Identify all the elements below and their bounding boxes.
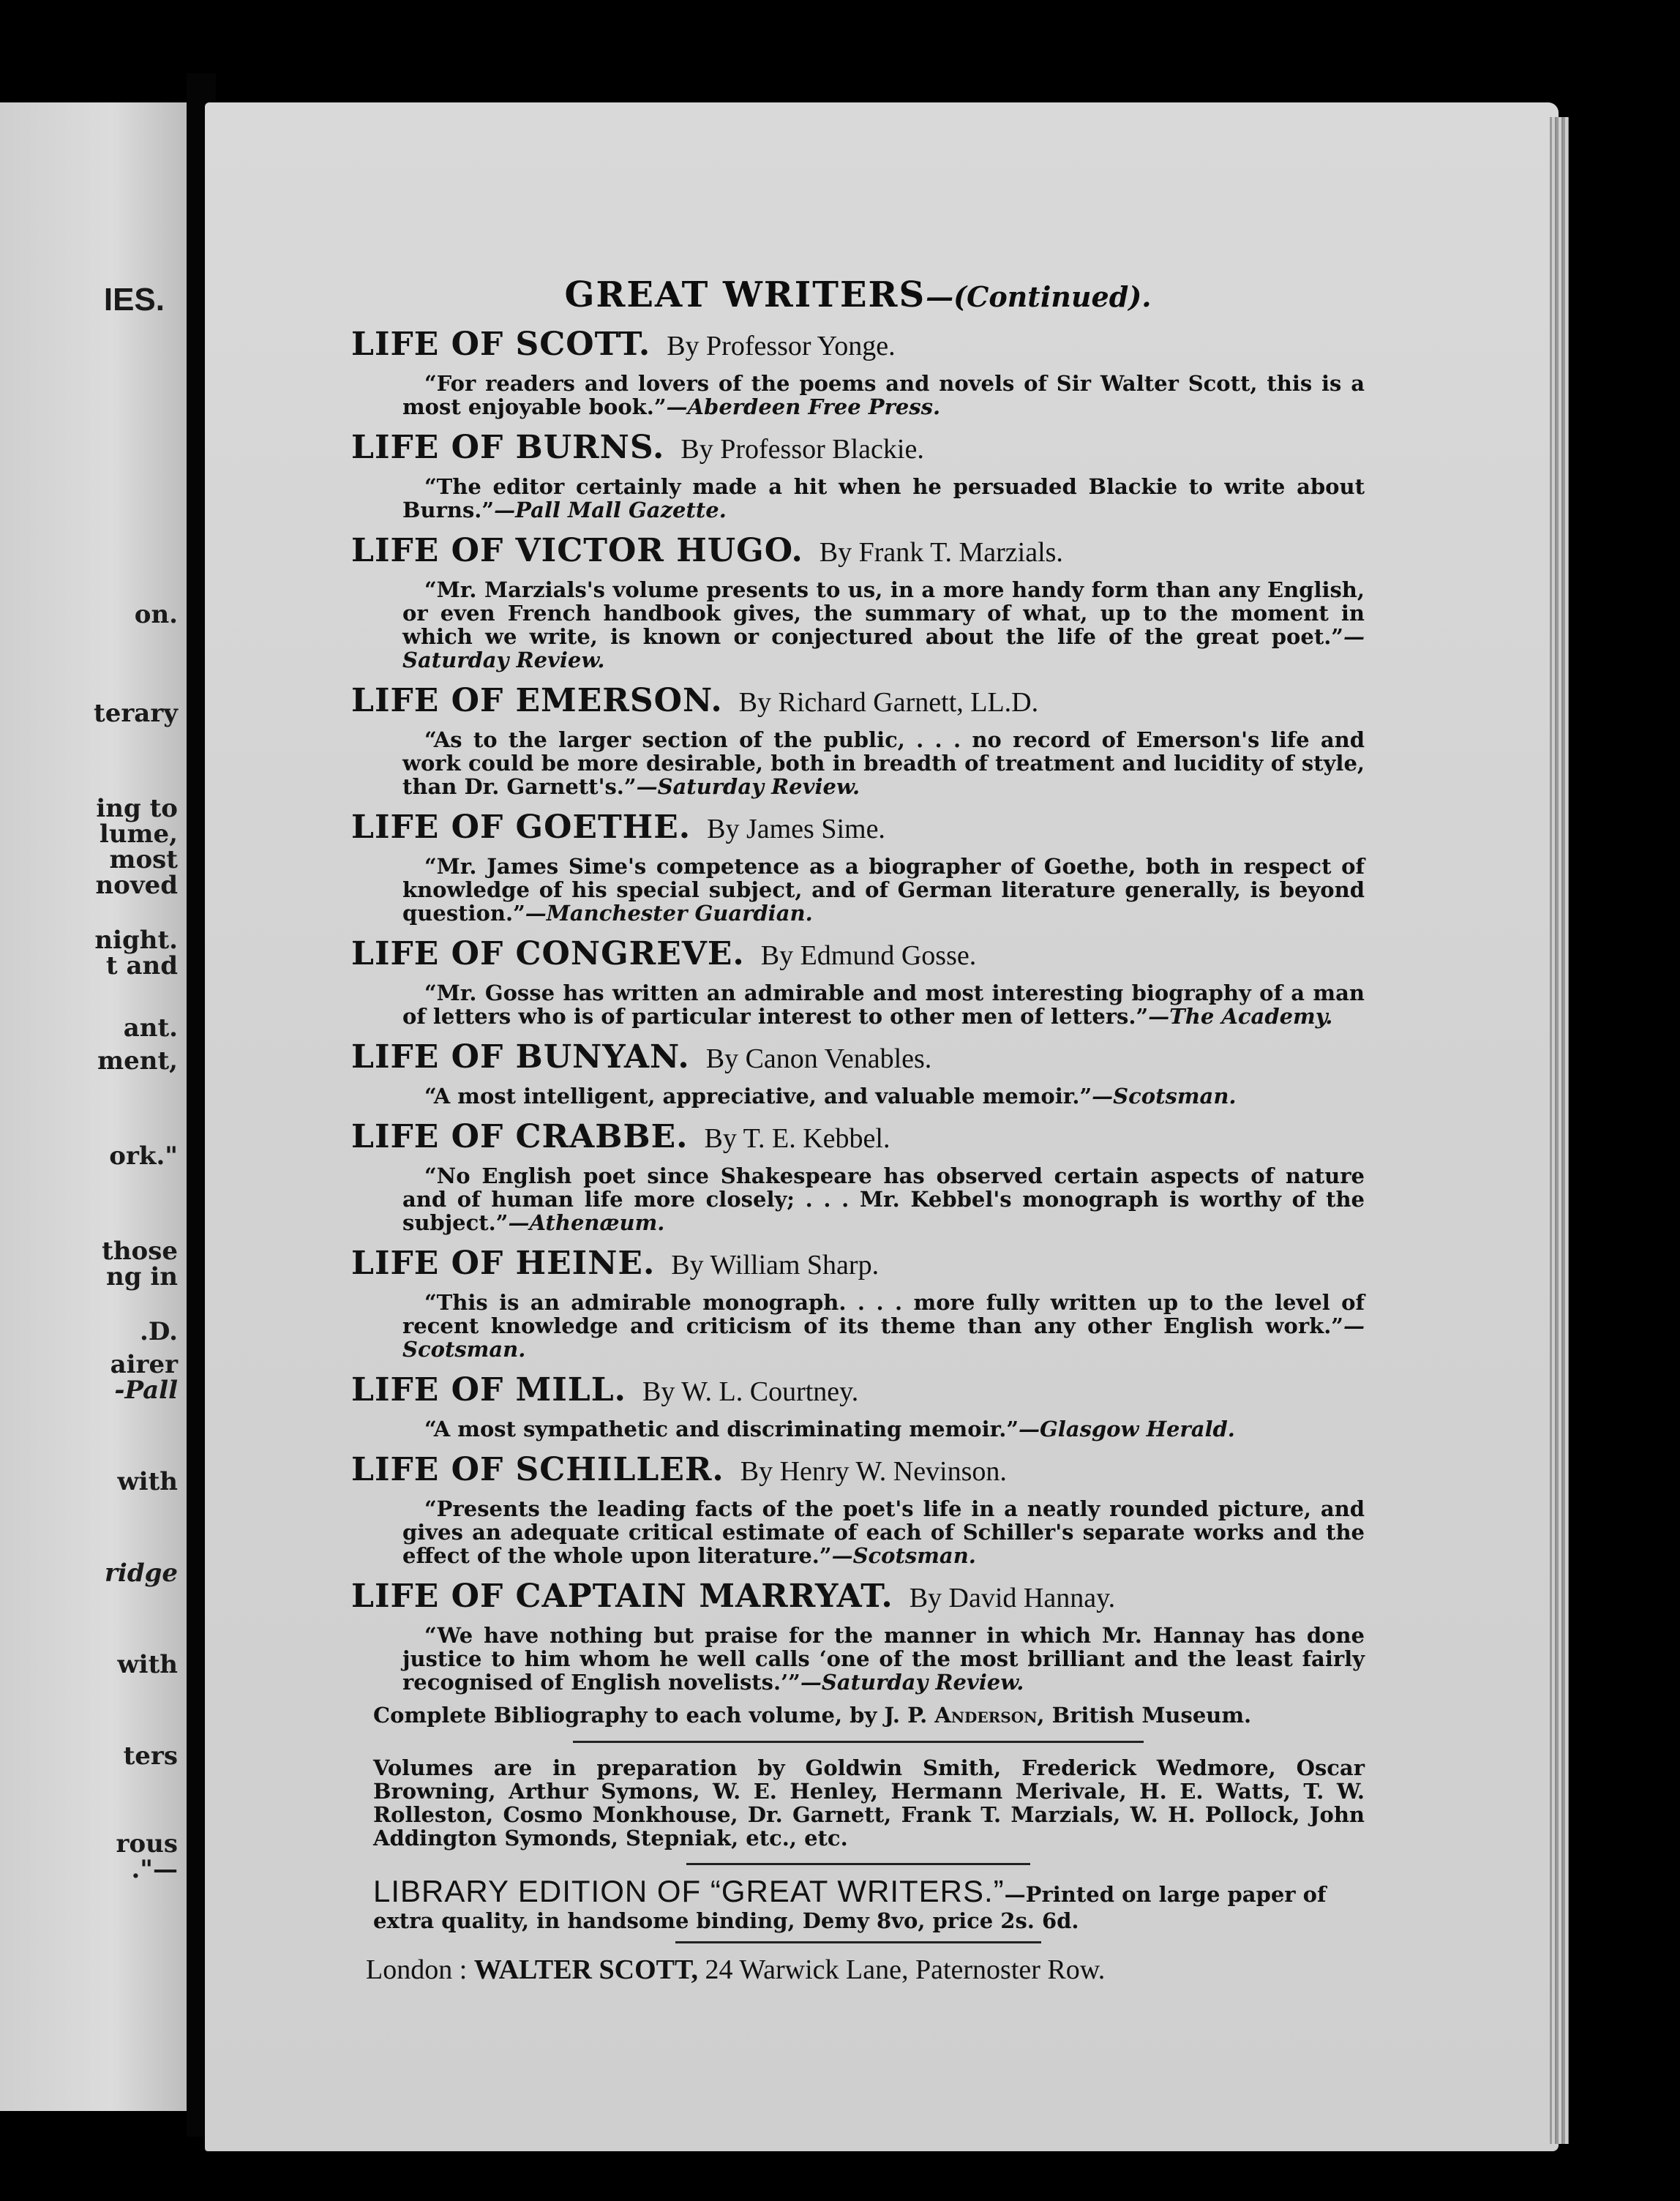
book-entry [351,1243,1365,1361]
left-page-fragment: ng in [106,1262,178,1291]
entry-title: LIFE OF SCHILLER. [351,1451,724,1488]
left-page-fragment: night. [94,926,178,955]
entry-author: By Henry W. Nevinson. [740,1456,1007,1487]
left-page-fragment: IES. [103,282,165,318]
book-entry [351,530,1365,672]
bibliography-name: J. P. Anderson [884,1703,1038,1728]
entry-title: LIFE OF HEINE. [351,1245,656,1282]
left-page-fragment: airer [110,1350,178,1379]
entry-title: LIFE OF EMERSON. [351,682,723,719]
page-content [351,274,1365,1986]
publisher-imprint [366,1954,1365,1986]
library-edition-text: —Printed on large paper of extra quality, in handsome binding, Demy 8vo, price 2s. 6d. [373,1882,1327,1933]
page-title-text: GREAT WRITERS [564,274,926,315]
entry-title: LIFE OF CAPTAIN MARRYAT. [351,1578,893,1615]
entry-title: LIFE OF SCOTT. [351,326,651,363]
left-page-fragment: ment, [97,1046,178,1076]
bibliography-text: Complete Bibliography to each volume, by [373,1703,885,1728]
review-text: “As to the larger section of the public, . . . no record of Emerson's life and work could be more desirable, both in breadth of treatment and lucidity of style, than Dr. Garnett's.” [402,727,1365,799]
left-page-fragment: -Pall [114,1376,178,1405]
entry-review-quote [402,855,1365,925]
left-page-fragment: .D. [140,1317,178,1346]
divider-rule [573,1741,1144,1743]
left-page-fragment: with [117,1650,178,1679]
entry-author: By Frank T. Marzials. [819,537,1063,568]
book-entry [351,427,1365,522]
entry-title: LIFE OF CONGREVE. [351,935,745,972]
entry-title: LIFE OF GOETHE. [351,809,691,846]
entry-heading [351,1243,1365,1291]
bibliography-note [373,1703,1365,1728]
entry-author: By Professor Blackie. [680,434,924,465]
entry-review-quote [402,1497,1365,1567]
left-page-fragment: ork." [109,1141,178,1171]
publisher-name: WALTER SCOTT, [473,1954,699,1985]
review-text: “Presents the leading facts of the poet's life in a neatly rounded picture, and gives an adequate critical estimate of each of Schiller's separate works and the effect of the whole upon literature.” [402,1496,1365,1568]
entry-heading [351,427,1365,475]
book-entry [351,1037,1365,1108]
entry-author: By Richard Garnett, LL.D. [738,687,1039,718]
entry-heading [351,934,1365,981]
entry-title: LIFE OF MILL. [351,1371,626,1409]
entry-review-quote [402,1084,1365,1108]
entry-review-quote [402,981,1365,1028]
left-page-fragment: most [109,845,178,874]
entry-review-quote [402,475,1365,522]
entry-review-quote [402,1164,1365,1234]
left-page-fragment: ters [123,1741,178,1771]
review-text: “A most sympathetic and discriminating memoir.” [424,1417,1019,1441]
entry-heading [351,807,1365,855]
entry-author: By David Hannay. [909,1583,1116,1613]
book-entry [351,807,1365,925]
book-entry [351,1576,1365,1694]
entry-author: By T. E. Kebbel. [704,1123,890,1154]
preparation-note: Volumes are in preparation by Goldwin Smith, Frederick Wedmore, Oscar Browning, Arthur Symons, W. E. Henley, Hermann Merivale, H. E. Watts, T. W. Rolleston, Cosmo Monkhouse, Dr. Garnett, Frank T. Marzials, W. H. Pollock, John Addington Symonds, Stepniak, etc., etc. [373,1755,1365,1851]
entry-author: By Edmund Gosse. [760,940,977,971]
entry-author: By James Sime. [707,814,885,844]
review-text: “This is an admirable monograph. . . . more fully written up to the level of recent knowledge and criticism of its theme than any other English work.” [402,1290,1365,1338]
review-text: “A most intelligent, appreciative, and valuable memoir.” [424,1084,1092,1109]
review-text: “For readers and lovers of the poems and novels of Sir Walter Scott, this is a most enjoyable book.” [402,371,1365,419]
page-title [351,274,1365,315]
bibliography-tail: , British Museum. [1037,1703,1252,1728]
entry-heading [351,1037,1365,1084]
left-page-fragment: ."— [131,1855,178,1884]
left-page-fragment: rous [116,1829,178,1859]
entries-list [351,324,1365,1694]
review-text: “We have nothing but praise for the manner in which Mr. Hannay has done justice to him whom he well calls ‘one of the most brilliant and the least fairly recognised of English novelists.’” [402,1623,1365,1695]
left-page-fragment: with [117,1467,178,1496]
entry-author: By Professor Yonge. [667,331,896,361]
left-page-fragment: terary [94,699,178,728]
left-page-fragment: on. [134,600,178,629]
entry-heading [351,680,1365,728]
library-edition-heading: LIBRARY EDITION OF “GREAT WRITERS.” [373,1874,1005,1908]
entry-heading [351,1117,1365,1164]
entry-title: LIFE OF VICTOR HUGO. [351,532,803,569]
entry-review-quote [402,578,1365,672]
entry-heading [351,324,1365,372]
review-source: —Scotsman. [1092,1084,1237,1109]
review-source: —Pall Mall Gazette. [494,498,727,522]
left-page-fragment: those [102,1237,178,1266]
left-page-fragment: ridge [104,1559,178,1588]
entry-author: By William Sharp. [671,1250,880,1281]
publisher-prefix: London : [366,1954,468,1985]
review-text: “No English poet since Shakespeare has observed certain aspects of nature and of human life more closely; . . . Mr. Kebbel's monograph is worthy of the subject.” [402,1163,1365,1235]
entry-heading [351,530,1365,578]
left-page-fragment: t and [105,951,178,980]
entry-review-quote [402,372,1365,419]
entry-review-quote [402,728,1365,798]
review-text: “Mr. Marzials's volume presents to us, in a more handy form than any English, or even French handbook gives, the summary of what, up to the moment in which we write, is known or conjectured about the life of the great poet.” [402,577,1365,649]
page-title-continued: —(Continued). [926,280,1152,313]
review-source: —Athenæum. [508,1210,665,1235]
entry-title: LIFE OF BUNYAN. [351,1038,690,1076]
left-page-fragment: ant. [123,1013,178,1043]
entry-review-quote [402,1624,1365,1694]
entry-heading [351,1450,1365,1497]
entry-review-quote [402,1417,1365,1441]
review-source: —Saturday Review. [800,1670,1024,1695]
entry-title: LIFE OF BURNS. [351,429,665,466]
review-source: —The Academy. [1148,1004,1333,1029]
review-source: —Manchester Guardian. [525,901,813,926]
entry-heading [351,1576,1365,1624]
review-source: —Saturday Review. [402,624,1365,672]
entry-author: By Canon Venables. [705,1043,932,1074]
divider-rule [686,1863,1030,1865]
left-page-fragment: lume, [99,820,178,849]
entry-heading [351,1370,1365,1417]
divider-rule [675,1941,1041,1943]
review-source: —Scotsman. [402,1313,1365,1362]
book-entry [351,324,1365,419]
review-source: —Saturday Review. [636,774,860,799]
library-edition-note [373,1874,1365,1934]
left-page-fragment: ing to [96,794,178,823]
left-facing-page [0,102,187,2111]
review-source: —Scotsman. [831,1543,976,1568]
left-page-fragment: noved [95,871,178,900]
review-source: —Glasgow Herald. [1019,1417,1235,1441]
book-entry [351,680,1365,798]
entry-title: LIFE OF CRABBE. [351,1118,689,1155]
review-text: “The editor certainly made a hit when he persuaded Blackie to write about Burns.” [402,474,1365,522]
book-entry [351,1370,1365,1441]
page-edge [1550,117,1569,2144]
review-text: “Mr. Gosse has written an admirable and most interesting biography of a man of letters who is of particular interest to other men of letters.” [402,980,1365,1029]
entry-author: By W. L. Courtney. [642,1376,859,1407]
review-text: “Mr. James Sime's competence as a biographer of Goethe, both in respect of knowledge of his special subject, and of German literature generally, is beyond question.” [402,854,1365,926]
publisher-address: 24 Warwick Lane, Paternoster Row. [705,1954,1106,1985]
entry-review-quote [402,1291,1365,1361]
book-entry [351,934,1365,1028]
book-entry [351,1450,1365,1567]
review-source: —Aberdeen Free Press. [666,394,941,419]
book-entry [351,1117,1365,1234]
